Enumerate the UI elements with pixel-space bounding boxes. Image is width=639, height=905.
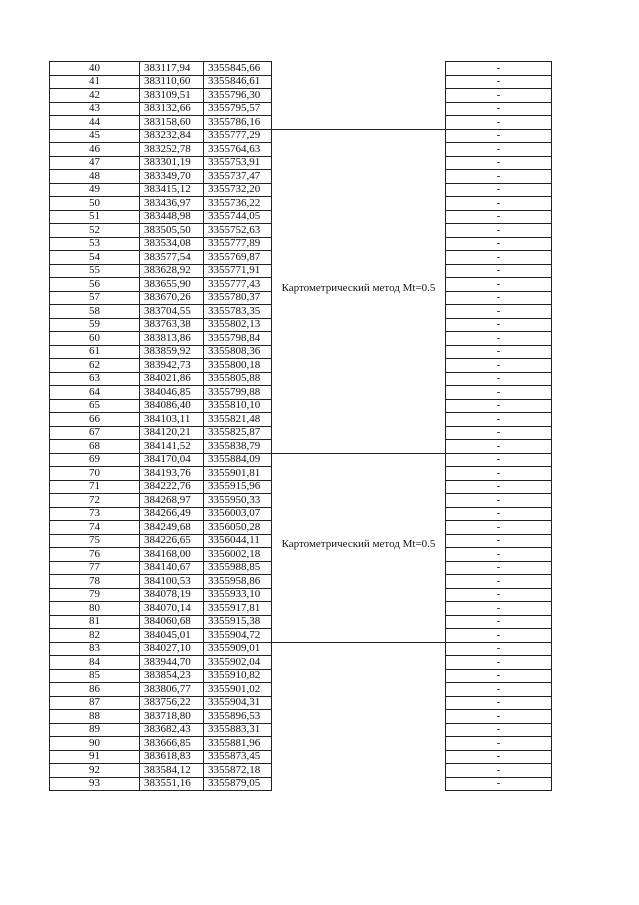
coord-x: 384140,67 bbox=[144, 561, 191, 573]
point-number: 80 bbox=[89, 601, 100, 614]
coord-y: 3355846,61 bbox=[208, 75, 261, 87]
coord-x: 383813,86 bbox=[144, 331, 191, 344]
coord-y: 3356002,18 bbox=[208, 547, 261, 560]
coord-x: 383158,60 bbox=[144, 115, 191, 128]
accuracy-value: - bbox=[496, 318, 501, 330]
coord-x: 384193,76 bbox=[144, 466, 191, 479]
coord-y: 3355783,35 bbox=[208, 304, 261, 317]
coord-y: 3355777,29 bbox=[208, 129, 261, 141]
coord-y: 3355769,87 bbox=[208, 250, 261, 263]
accuracy-value: - bbox=[496, 601, 501, 614]
point-number: 55 bbox=[89, 264, 100, 276]
accuracy-value: - bbox=[496, 345, 501, 357]
coord-y: 3355764,63 bbox=[208, 142, 261, 155]
coord-x: 384045,01 bbox=[144, 628, 191, 641]
accuracy-value: - bbox=[496, 237, 501, 249]
group-line bbox=[271, 453, 446, 454]
point-number: 78 bbox=[89, 574, 100, 587]
coord-y: 3355780,37 bbox=[208, 291, 261, 303]
coord-x: 384021,86 bbox=[144, 372, 191, 384]
coord-x: 383704,55 bbox=[144, 304, 191, 317]
coord-x: 384249,68 bbox=[144, 520, 191, 533]
coord-y: 3355901,81 bbox=[208, 466, 261, 479]
coord-x: 383756,22 bbox=[144, 696, 191, 708]
coord-x: 383534,08 bbox=[144, 237, 191, 249]
coord-y: 3355904,72 bbox=[208, 628, 261, 641]
method-label: Картометрический метод Mt=0.5 bbox=[281, 538, 436, 550]
accuracy-value: - bbox=[496, 723, 501, 735]
coord-y: 3355777,43 bbox=[208, 277, 261, 290]
coord-y: 3355771,91 bbox=[208, 264, 261, 276]
accuracy-value: - bbox=[496, 156, 501, 168]
coord-y: 3355805,88 bbox=[208, 372, 261, 384]
accuracy-value: - bbox=[496, 223, 501, 236]
accuracy-value: - bbox=[496, 331, 501, 344]
coord-x: 384103,11 bbox=[144, 412, 191, 425]
row-line bbox=[445, 790, 552, 791]
coord-x: 383806,77 bbox=[144, 682, 191, 695]
point-number: 54 bbox=[89, 250, 100, 263]
coord-x: 384086,40 bbox=[144, 399, 191, 411]
point-number: 86 bbox=[89, 682, 100, 695]
coord-x: 383618,83 bbox=[144, 750, 191, 762]
accuracy-value: - bbox=[496, 129, 501, 141]
coord-y: 3355950,33 bbox=[208, 493, 261, 506]
point-number: 46 bbox=[89, 142, 100, 155]
point-number: 77 bbox=[89, 561, 100, 573]
coord-x: 383584,12 bbox=[144, 763, 191, 776]
coord-y: 3355902,04 bbox=[208, 655, 261, 668]
accuracy-value: - bbox=[496, 439, 501, 452]
accuracy-value: - bbox=[496, 763, 501, 776]
accuracy-value: - bbox=[496, 75, 501, 87]
coord-x: 384222,76 bbox=[144, 480, 191, 492]
coord-x: 383655,90 bbox=[144, 277, 191, 290]
accuracy-value: - bbox=[496, 480, 501, 492]
coord-y: 3355901,02 bbox=[208, 682, 261, 695]
point-number: 53 bbox=[89, 237, 100, 249]
point-number: 83 bbox=[89, 642, 100, 654]
coord-y: 3355958,86 bbox=[208, 574, 261, 587]
coord-x: 383252,78 bbox=[144, 142, 191, 155]
point-number: 64 bbox=[89, 385, 100, 398]
coord-y: 3355732,20 bbox=[208, 183, 261, 195]
coord-y: 3355810,10 bbox=[208, 399, 261, 411]
coord-y: 3355917,81 bbox=[208, 601, 261, 614]
accuracy-value: - bbox=[496, 291, 501, 303]
coord-y: 3356003,07 bbox=[208, 507, 261, 519]
accuracy-value: - bbox=[496, 709, 501, 722]
accuracy-value: - bbox=[496, 210, 501, 222]
accuracy-value: - bbox=[496, 696, 501, 708]
point-number: 82 bbox=[89, 628, 100, 641]
accuracy-value: - bbox=[496, 412, 501, 425]
accuracy-value: - bbox=[496, 183, 501, 195]
point-number: 84 bbox=[89, 655, 100, 668]
coord-y: 3355821,48 bbox=[208, 412, 261, 425]
coord-x: 384226,65 bbox=[144, 534, 191, 546]
point-number: 85 bbox=[89, 669, 100, 681]
coord-x: 383448,98 bbox=[144, 210, 191, 222]
accuracy-value: - bbox=[496, 358, 501, 371]
accuracy-value: - bbox=[496, 642, 501, 654]
accuracy-value: - bbox=[496, 493, 501, 506]
coord-y: 3355753,91 bbox=[208, 156, 261, 168]
point-number: 62 bbox=[89, 358, 100, 371]
accuracy-value: - bbox=[496, 169, 501, 182]
coord-x: 384070,14 bbox=[144, 601, 191, 614]
coord-x: 383944,70 bbox=[144, 655, 191, 668]
coord-y: 3355777,89 bbox=[208, 237, 261, 249]
coord-y: 3355800,18 bbox=[208, 358, 261, 371]
coord-y: 3355881,96 bbox=[208, 736, 261, 749]
point-number: 42 bbox=[89, 88, 100, 101]
group-line bbox=[271, 642, 446, 643]
coord-y: 3355796,30 bbox=[208, 88, 261, 101]
coord-x: 383436,97 bbox=[144, 196, 191, 209]
accuracy-value: - bbox=[496, 453, 501, 465]
point-number: 68 bbox=[89, 439, 100, 452]
coord-x: 383349,70 bbox=[144, 169, 191, 182]
coord-y: 3355802,13 bbox=[208, 318, 261, 330]
coord-x: 383666,85 bbox=[144, 736, 191, 749]
accuracy-value: - bbox=[496, 466, 501, 479]
accuracy-value: - bbox=[496, 277, 501, 290]
point-number: 59 bbox=[89, 318, 100, 330]
coord-y: 3355884,09 bbox=[208, 453, 261, 465]
point-number: 92 bbox=[89, 763, 100, 776]
coord-x: 383132,66 bbox=[144, 102, 191, 114]
accuracy-value: - bbox=[496, 736, 501, 749]
accuracy-value: - bbox=[496, 628, 501, 641]
method-label: Картометрический метод Mt=0.5 bbox=[281, 281, 436, 294]
point-number: 40 bbox=[89, 61, 100, 74]
point-number: 49 bbox=[89, 183, 100, 195]
accuracy-value: - bbox=[496, 574, 501, 587]
accuracy-value: - bbox=[496, 655, 501, 668]
point-number: 72 bbox=[89, 493, 100, 506]
coord-x: 384141,52 bbox=[144, 439, 191, 452]
coord-x: 383859,92 bbox=[144, 345, 191, 357]
point-number: 69 bbox=[89, 453, 100, 465]
point-number: 70 bbox=[89, 466, 100, 479]
point-number: 60 bbox=[89, 331, 100, 344]
point-number: 88 bbox=[89, 709, 100, 722]
point-number: 89 bbox=[89, 723, 100, 735]
point-number: 74 bbox=[89, 520, 100, 533]
point-number: 61 bbox=[89, 345, 100, 357]
accuracy-value: - bbox=[496, 561, 501, 573]
coord-y: 3355786,16 bbox=[208, 115, 261, 128]
coord-x: 384170,04 bbox=[144, 453, 191, 465]
coord-x: 384046,85 bbox=[144, 385, 191, 398]
coord-x: 383301,19 bbox=[144, 156, 191, 168]
accuracy-value: - bbox=[496, 115, 501, 128]
accuracy-value: - bbox=[496, 669, 501, 681]
point-number: 93 bbox=[89, 777, 100, 789]
point-number: 52 bbox=[89, 223, 100, 236]
coord-x: 383505,50 bbox=[144, 223, 191, 236]
coord-x: 383718,80 bbox=[144, 709, 191, 722]
coord-y: 3355909,01 bbox=[208, 642, 261, 654]
coord-x: 384268,97 bbox=[144, 493, 191, 506]
coord-y: 3355808,36 bbox=[208, 345, 261, 357]
point-number: 66 bbox=[89, 412, 100, 425]
accuracy-value: - bbox=[496, 615, 501, 627]
point-number: 50 bbox=[89, 196, 100, 209]
coord-y: 3355915,38 bbox=[208, 615, 261, 627]
point-number: 63 bbox=[89, 372, 100, 384]
point-number: 41 bbox=[89, 75, 100, 87]
accuracy-value: - bbox=[496, 304, 501, 317]
accuracy-value: - bbox=[496, 250, 501, 263]
accuracy-value: - bbox=[496, 399, 501, 411]
accuracy-value: - bbox=[496, 777, 501, 789]
accuracy-value: - bbox=[496, 264, 501, 276]
point-number: 71 bbox=[89, 480, 100, 492]
point-number: 87 bbox=[89, 696, 100, 708]
coord-y: 3356044,11 bbox=[208, 534, 260, 546]
accuracy-value: - bbox=[496, 534, 501, 546]
point-number: 44 bbox=[89, 115, 100, 128]
coord-y: 3355798,84 bbox=[208, 331, 261, 344]
coord-y: 3355883,31 bbox=[208, 723, 261, 735]
coord-x: 383109,51 bbox=[144, 88, 191, 101]
point-number: 51 bbox=[89, 210, 100, 222]
accuracy-value: - bbox=[496, 426, 501, 438]
row-line bbox=[49, 790, 272, 791]
coord-y: 3355879,05 bbox=[208, 777, 261, 789]
coord-x: 384120,21 bbox=[144, 426, 191, 438]
coord-x: 383232,84 bbox=[144, 129, 191, 141]
accuracy-value: - bbox=[496, 750, 501, 762]
coord-x: 383854,23 bbox=[144, 669, 191, 681]
accuracy-value: - bbox=[496, 196, 501, 209]
coord-x: 383670,26 bbox=[144, 291, 191, 303]
point-number: 73 bbox=[89, 507, 100, 519]
accuracy-value: - bbox=[496, 385, 501, 398]
coord-y: 3355744,05 bbox=[208, 210, 261, 222]
point-number: 43 bbox=[89, 102, 100, 114]
point-number: 75 bbox=[89, 534, 100, 546]
coord-y: 3355795,57 bbox=[208, 102, 261, 114]
point-number: 56 bbox=[89, 277, 100, 290]
coord-y: 3355838,79 bbox=[208, 439, 261, 452]
point-number: 79 bbox=[89, 588, 100, 600]
point-number: 57 bbox=[89, 291, 100, 303]
accuracy-value: - bbox=[496, 102, 501, 114]
coord-x: 384100,53 bbox=[144, 574, 191, 587]
coord-y: 3355799,88 bbox=[208, 385, 261, 398]
point-number: 45 bbox=[89, 129, 100, 141]
coord-x: 384027,10 bbox=[144, 642, 191, 654]
coord-y: 3355933,10 bbox=[208, 588, 261, 600]
coord-x: 383628,92 bbox=[144, 264, 191, 276]
point-number: 91 bbox=[89, 750, 100, 762]
coord-x: 383551,16 bbox=[144, 777, 191, 789]
coord-y: 3355915,96 bbox=[208, 480, 261, 492]
coord-y: 3355737,47 bbox=[208, 169, 261, 182]
coord-y: 3355752,63 bbox=[208, 223, 261, 236]
coord-y: 3355904,31 bbox=[208, 696, 261, 708]
coord-y: 3355825,87 bbox=[208, 426, 261, 438]
coord-y: 3356050,28 bbox=[208, 520, 261, 533]
coord-x: 383117,94 bbox=[144, 61, 191, 74]
accuracy-value: - bbox=[496, 682, 501, 695]
coord-y: 3355896,53 bbox=[208, 709, 261, 722]
coord-y: 3355910,82 bbox=[208, 669, 261, 681]
accuracy-value: - bbox=[496, 88, 501, 101]
point-number: 47 bbox=[89, 156, 100, 168]
coord-x: 384060,68 bbox=[144, 615, 191, 627]
coord-x: 383942,73 bbox=[144, 358, 191, 371]
accuracy-value: - bbox=[496, 142, 501, 155]
point-number: 48 bbox=[89, 169, 100, 182]
point-number: 65 bbox=[89, 399, 100, 411]
coord-y: 3355873,45 bbox=[208, 750, 261, 762]
accuracy-value: - bbox=[496, 588, 501, 600]
point-number: 67 bbox=[89, 426, 100, 438]
coord-x: 384168,00 bbox=[144, 547, 191, 560]
point-number: 58 bbox=[89, 304, 100, 317]
accuracy-value: - bbox=[496, 372, 501, 384]
coord-x: 383110,60 bbox=[144, 75, 191, 87]
accuracy-value: - bbox=[496, 507, 501, 519]
coord-y: 3355845,66 bbox=[208, 61, 261, 74]
coord-y: 3355872,18 bbox=[208, 763, 261, 776]
point-number: 90 bbox=[89, 736, 100, 749]
coord-x: 383415,12 bbox=[144, 183, 191, 195]
coord-y: 3355736,22 bbox=[208, 196, 261, 209]
coord-x: 383577,54 bbox=[144, 250, 191, 263]
accuracy-value: - bbox=[496, 61, 501, 74]
accuracy-value: - bbox=[496, 520, 501, 533]
coord-x: 383763,38 bbox=[144, 318, 191, 330]
point-number: 81 bbox=[89, 615, 100, 627]
coord-x: 384078,19 bbox=[144, 588, 191, 600]
group-line bbox=[271, 129, 446, 130]
coord-x: 383682,43 bbox=[144, 723, 191, 735]
accuracy-value: - bbox=[496, 547, 501, 560]
coord-x: 384266,49 bbox=[144, 507, 191, 519]
coord-y: 3355988,85 bbox=[208, 561, 261, 573]
point-number: 76 bbox=[89, 547, 100, 560]
